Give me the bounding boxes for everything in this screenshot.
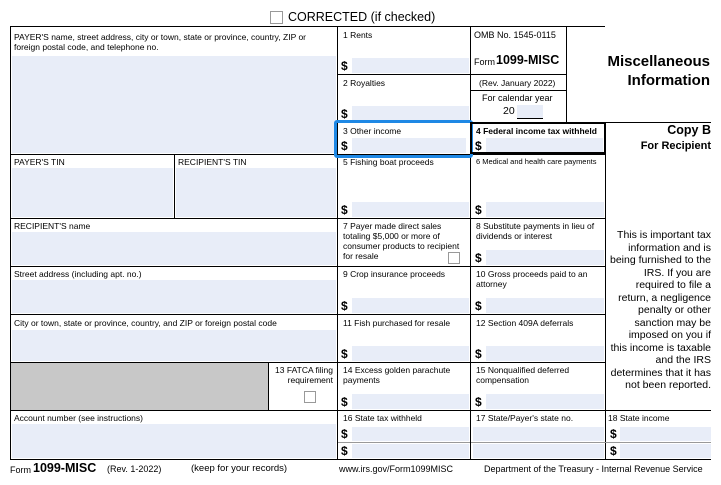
box14-label: 14 Excess golden parachute payments xyxy=(343,365,451,385)
box1-dollar: $ xyxy=(341,59,348,73)
box14-dollar: $ xyxy=(341,395,348,409)
corrected-checkbox[interactable] xyxy=(270,11,283,24)
recipient-street-label: Street address (including apt. no.) xyxy=(14,269,142,279)
footer-form-prefix: Form xyxy=(10,465,31,475)
box18-dollar-2: $ xyxy=(610,444,617,458)
recipient-city-label: City or town, state or province, country, and ZIP or foreign postal code xyxy=(14,318,277,328)
recipient-tin-field[interactable] xyxy=(176,168,336,217)
year-prefix: 20 xyxy=(503,105,515,117)
box9-dollar: $ xyxy=(341,299,348,313)
box4-label: 4 Federal income tax withheld xyxy=(476,126,597,136)
copy-subtitle: For Recipient xyxy=(640,140,711,152)
payer-address-label: PAYER'S name, street address, city or town, state or province, country, ZIP or foreign postal code, and telephone no. xyxy=(14,32,307,52)
box2-dollar: $ xyxy=(341,107,348,121)
recipient-street-field[interactable] xyxy=(12,280,336,313)
box16-field-1[interactable] xyxy=(352,427,469,441)
box7-label: 7 Payer made direct sales totaling $5,000 or more of consumer products to recipient for resale xyxy=(343,221,460,261)
footer-revision: (Rev. 1-2022) xyxy=(107,464,162,474)
box11-label: 11 Fish purchased for resale xyxy=(343,318,451,328)
payer-address-field[interactable] xyxy=(12,56,336,153)
payer-tin-field[interactable] xyxy=(12,168,173,217)
box3-dollar: $ xyxy=(341,139,348,153)
box18-field-1[interactable] xyxy=(620,427,711,441)
recipient-name-field[interactable] xyxy=(12,232,336,265)
omb-number: OMB No. 1545-0115 xyxy=(474,30,556,40)
box8-dollar: $ xyxy=(475,251,482,265)
box5-dollar: $ xyxy=(341,203,348,217)
copy-title: Copy B xyxy=(667,123,711,137)
box12-dollar: $ xyxy=(475,347,482,361)
footer-keep: (keep for your records) xyxy=(191,463,288,474)
box9-field[interactable] xyxy=(352,298,469,313)
account-number-label: Account number (see instructions) xyxy=(14,413,143,423)
box3-highlight xyxy=(334,120,473,158)
box10-field[interactable] xyxy=(486,298,604,313)
box4-dollar: $ xyxy=(475,139,482,153)
box6-field[interactable] xyxy=(486,202,604,217)
footer-department: Department of the Treasury - Internal Revenue Service xyxy=(484,464,703,474)
corrected-label: CORRECTED (if checked) xyxy=(288,10,436,24)
box8-field[interactable] xyxy=(486,250,604,265)
box11-field[interactable] xyxy=(352,346,469,361)
recipient-tin-label: RECIPIENT'S TIN xyxy=(178,157,247,167)
box12-label: 12 Section 409A deferrals xyxy=(476,318,574,328)
box1-label: 1 Rents xyxy=(343,30,373,40)
box15-field[interactable] xyxy=(486,394,604,409)
form-revision: (Rev. January 2022) xyxy=(479,78,556,88)
form-title-line2: Information xyxy=(627,72,710,89)
box1-field[interactable] xyxy=(352,58,469,73)
box11-dollar: $ xyxy=(341,347,348,361)
box2-field[interactable] xyxy=(352,106,469,121)
box17-field-1[interactable] xyxy=(473,427,604,441)
form-name: 1099-MISC xyxy=(496,53,560,67)
box10-label: 10 Gross proceeds paid to an attorney xyxy=(476,269,588,289)
box15-dollar: $ xyxy=(475,395,482,409)
year-field[interactable] xyxy=(517,105,543,119)
box13-label: 13 FATCA filing requirement xyxy=(275,365,333,385)
footer-url: www.irs.gov/Form1099MISC xyxy=(339,464,454,474)
box18-dollar-1: $ xyxy=(610,427,617,441)
footer-form-name: 1099-MISC xyxy=(33,461,97,475)
box14-field[interactable] xyxy=(352,394,469,409)
box13-checkbox[interactable] xyxy=(304,391,316,403)
important-notice: This is important tax information and is being furnished to the IRS. If you are required to file a return, a negligence penalty or other sanction may be imposed on you if this income is taxable and the IRS determines that it has not been reported. xyxy=(610,229,711,391)
box10-dollar: $ xyxy=(475,299,482,313)
box9-label: 9 Crop insurance proceeds xyxy=(343,269,446,279)
box15-label: 15 Nonqualified deferred compensation xyxy=(476,365,570,385)
box17-label: 17 State/Payer's state no. xyxy=(476,413,574,423)
box5-field[interactable] xyxy=(352,202,469,217)
recipient-name-label: RECIPIENT'S name xyxy=(14,221,91,231)
box6-label: 6 Medical and health care payments xyxy=(476,157,597,166)
form-title-line1: Miscellaneous xyxy=(607,53,710,70)
recipient-city-field[interactable] xyxy=(12,330,336,361)
box7-checkbox[interactable] xyxy=(448,252,460,264)
box16-dollar-1: $ xyxy=(341,427,348,441)
box8-label: 8 Substitute payments in lieu of dividends or interest xyxy=(476,221,595,241)
form-prefix: Form xyxy=(474,57,495,67)
box18-label: 18 State income xyxy=(608,413,670,423)
box12-field[interactable] xyxy=(486,346,604,361)
payer-tin-label: PAYER'S TIN xyxy=(14,157,65,167)
box6-dollar: $ xyxy=(475,203,482,217)
box18-field-2[interactable] xyxy=(620,444,711,458)
box16-label: 16 State tax withheld xyxy=(343,413,422,423)
box2-label: 2 Royalties xyxy=(343,78,386,88)
calendar-year-label: For calendar year xyxy=(482,93,553,103)
box16-dollar-2: $ xyxy=(341,444,348,458)
account-number-field[interactable] xyxy=(12,424,336,458)
box4-field[interactable] xyxy=(486,138,603,152)
box17-field-2[interactable] xyxy=(473,444,604,458)
box3-label: 3 Other income xyxy=(343,126,402,136)
gray-block xyxy=(11,363,268,410)
box5-label: 5 Fishing boat proceeds xyxy=(343,157,434,167)
box16-field-2[interactable] xyxy=(352,444,469,458)
